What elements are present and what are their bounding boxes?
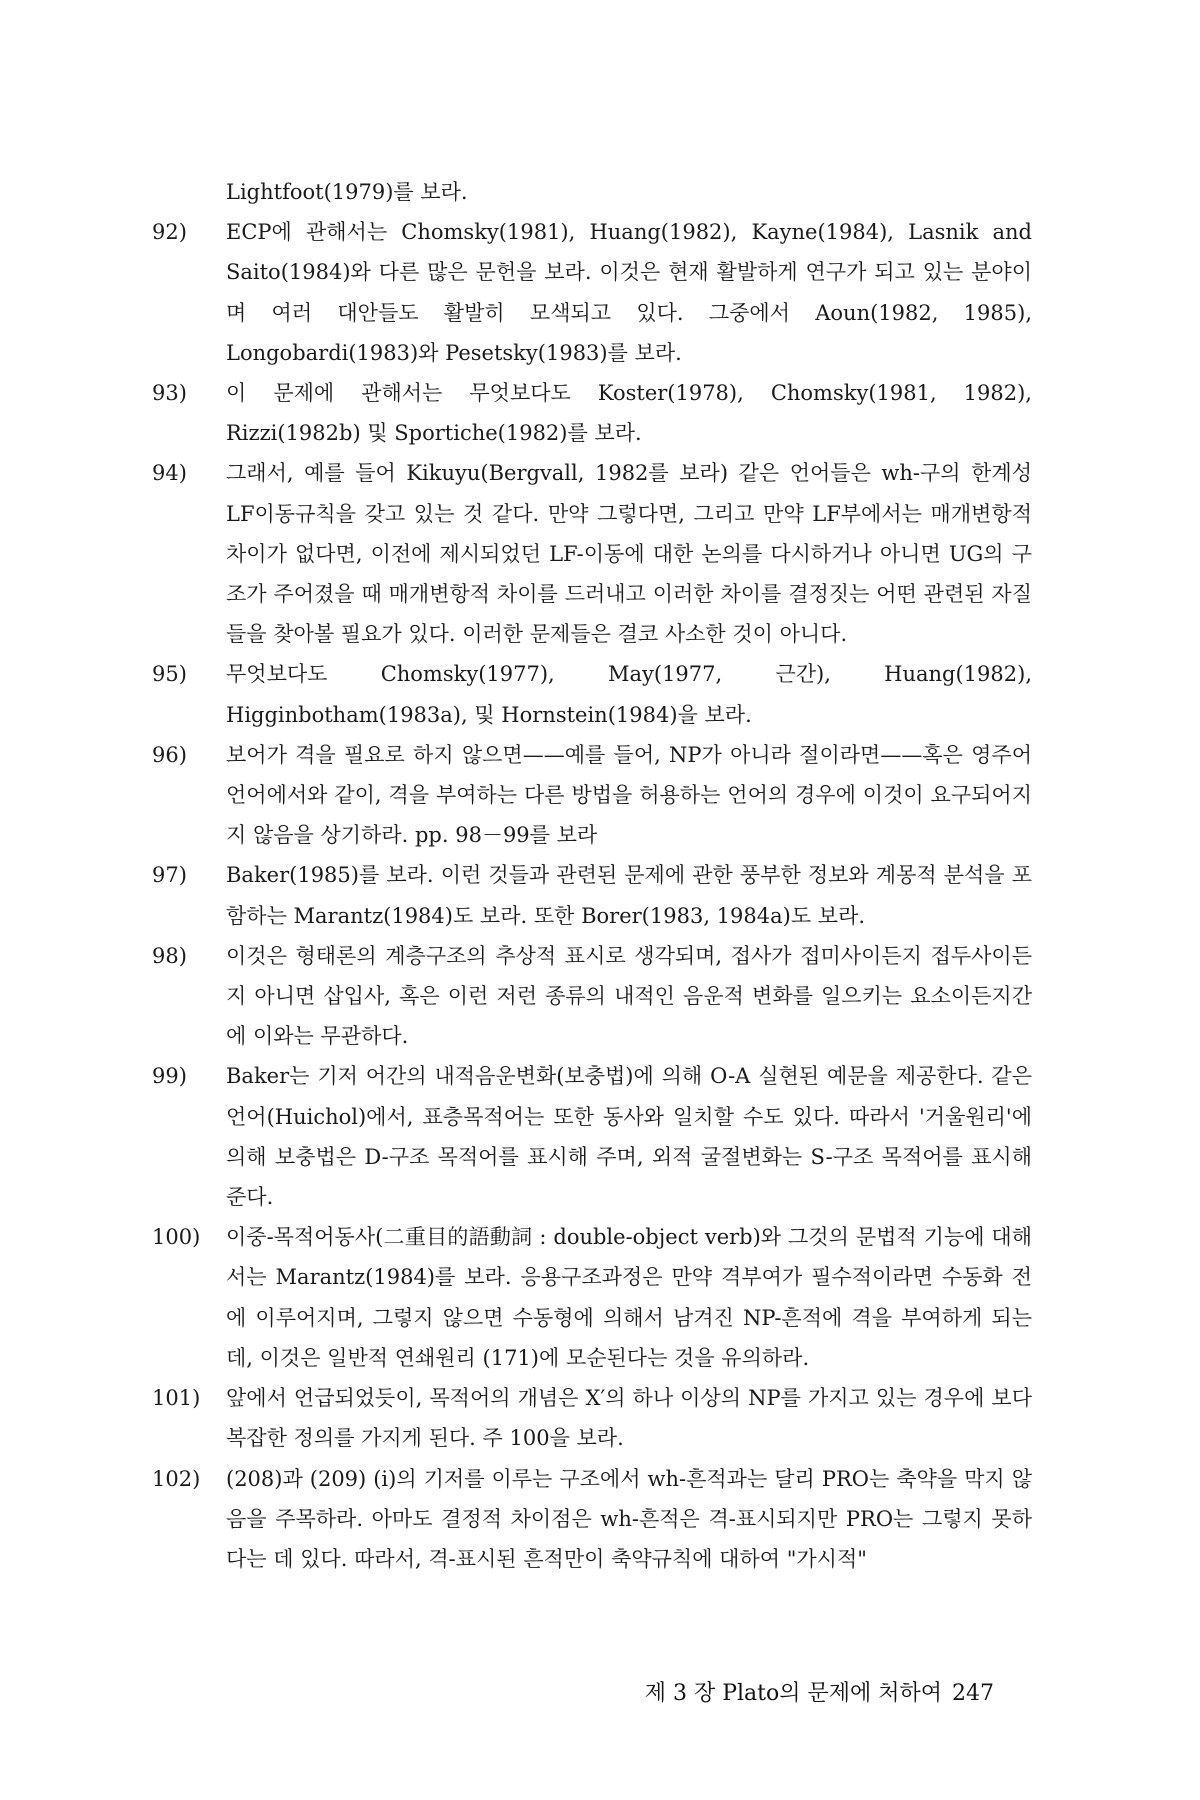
note-number: 96): [152, 742, 187, 767]
chapter-title: 제 3 장 Plato의 문제에 처하여: [644, 1681, 942, 1706]
note-number: 101): [152, 1386, 201, 1411]
note-text: 그래서, 예를 들어 Kikuyu(Bergvall, 1982를 보라) 같은 언어들은 wh-구의 한계성 LF이동규칙을 갖고 있는 것 같다. 만약 그렇다면, 그리고 만약 LF부에서는 매개변항적 차이가 없다면, 이전에 제시되었던 LF-이동에 대한 논의를 다시하거나 아니면 UG의 구조가 주어졌을 때 매개변항적 차이를 드러내고 이러한 차이를 결정짓는 어떤 관련된 자질들을 찾아볼 필요가 있다. 이러한 문제들은 결코 사소한 것이 아니다.: [226, 461, 1032, 647]
endnote-99: [152, 1056, 1032, 1217]
endnote-94: [152, 453, 1032, 654]
note-text: 이중-목적어동사(二重目的語動詞 : double-object verb)와 그것의 문법적 기능에 대해서는 Marantz(1984)를 보라. 응용구조과정은 만약 격부여가 필수적이라면 수동화 전에 이루어지며, 그렇지 않으면 수동형에 의해서 남겨진 NP-흔적에 격을 부여하게 되는데, 이것은 일반적 연쇄원리 (171)에 모순된다는 것을 유의하라.: [226, 1225, 1032, 1370]
endnotes-list: [152, 172, 1032, 1579]
endnote-93: [152, 373, 1032, 453]
note-text: 보어가 격을 필요로 하지 않으면——예를 들어, NP가 아니라 절이라면——혹은 영주어언어에서와 같이, 격을 부여하는 다른 방법을 허용하는 언어의 경우에 이것이 요구되어지지 않음을 상기하라. pp. 98－99를 보라: [226, 742, 1032, 848]
note-number: 92): [152, 220, 187, 245]
note-text: Baker는 기저 어간의 내적음운변화(보충법)에 의해 O-A 실현된 예문을 제공한다. 같은 언어(Huichol)에서, 표층목적어는 또한 동사와 일치할 수도 있다. 따라서 '거울원리'에 의해 보충법은 D-구조 목적어를 표시해 주며, 외적 굴절변화는 S-구조 목적어를 표시해준다.: [226, 1064, 1032, 1210]
endnote-98: [152, 936, 1032, 1057]
note-text: ECP에 관해서는 Chomsky(1981), Huang(1982), Kayne(1984), Lasnik and Saito(1984)와 다른 많은 문헌을 보라. 이것은 현재 활발하게 연구가 되고 있는 분야이며 여러 대안들도 활발히 모색되고 있다. 그중에서 Aoun(1982, 1985), Longobardi(1983)와 Pesetsky(1983)를 보라.: [226, 220, 1032, 365]
note-text: 앞에서 언급되었듯이, 목적어의 개념은 X′의 하나 이상의 NP를 가지고 있는 경우에 보다 복잡한 정의를 가지게 된다. 주 100을 보라.: [226, 1386, 1032, 1451]
note-number: 102): [152, 1466, 201, 1491]
note-text: 이것은 형태론의 계층구조의 추상적 표시로 생각되며, 접사가 접미사이든지 접두사이든지 아니면 삽입사, 혹은 이런 저런 종류의 내적인 음운적 변화를 일으키는 요소이든지간에 이와는 무관하다.: [226, 943, 1032, 1049]
running-footer: [635, 1676, 994, 1707]
note-number: 100): [152, 1225, 201, 1250]
note-text: Lightfoot(1979)를 보라.: [226, 180, 468, 204]
note-number: 99): [152, 1064, 187, 1089]
note-text: (208)과 (209) (i)의 기저를 이루는 구조에서 wh-흔적과는 달리 PRO는 축약을 막지 않음을 주목하라. 아마도 결정적 차이점은 wh-흔적은 격-표시되지만 PRO는 그렇지 못하다는 데 있다. 따라서, 격-표시된 흔적만이 축약규칙에 대하여 "가시적": [226, 1466, 1032, 1571]
note-text: Baker(1985)를 보라. 이런 것들과 관련된 문제에 관한 풍부한 정보와 계몽적 분석을 포함하는 Marantz(1984)도 보라. 또한 Borer(1983, 1984a)도 보라.: [226, 863, 1032, 928]
endnote-101: [152, 1378, 1032, 1458]
note-number: 98): [152, 943, 187, 968]
note-text: 이 문제에 관해서는 무엇보다도 Koster(1978), Chomsky(1981, 1982), Rizzi(1982b) 및 Sportiche(1982)를 보라.: [226, 381, 1032, 446]
endnote-92: [152, 212, 1032, 373]
endnote-96: [152, 735, 1032, 856]
note-number: 97): [152, 863, 187, 888]
note-number: 93): [152, 381, 187, 406]
endnote-102: [152, 1459, 1032, 1580]
note-number: 95): [152, 662, 187, 687]
note-number: 94): [152, 461, 187, 486]
page-number: 247: [952, 1681, 994, 1706]
note-text: 무엇보다도 Chomsky(1977), May(1977, 근간), Huang(1982), Higginbotham(1983a), 및 Hornstein(1984)을 보라.: [226, 662, 1032, 727]
endnote-97: [152, 855, 1032, 935]
endnote-100: [152, 1217, 1032, 1378]
endnote-continuation: [152, 172, 1032, 212]
endnote-95: [152, 654, 1032, 734]
